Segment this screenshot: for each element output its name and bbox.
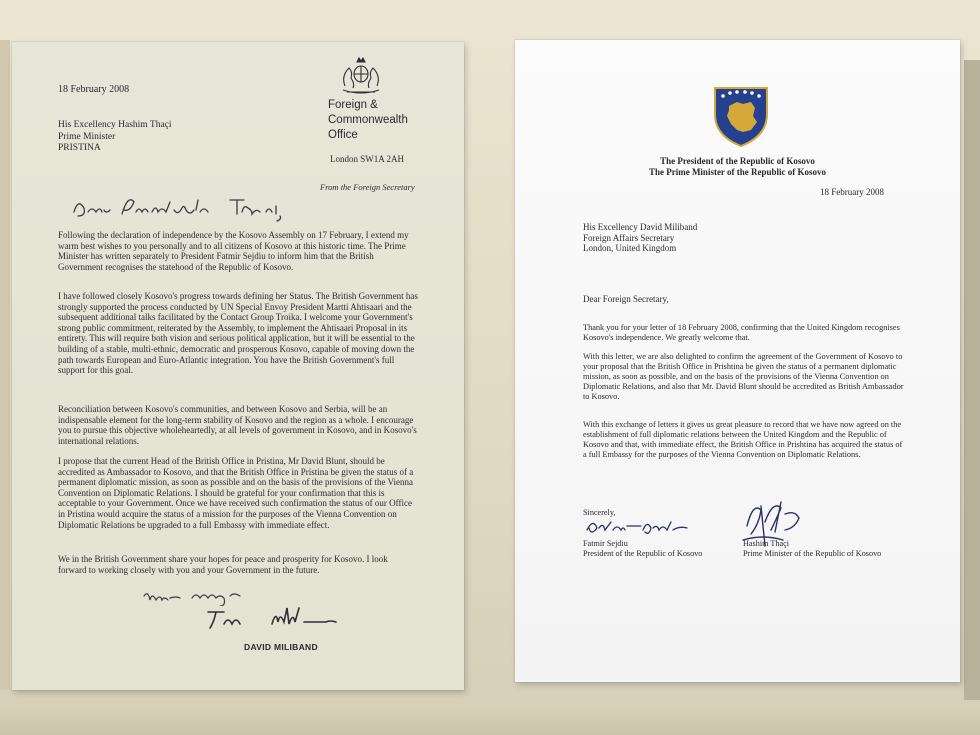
letter-paragraph: Thank you for your letter of 18 February 2008, confirming that the United Kingdom recognises Kosovo's independence. We greatly welcome that. (583, 323, 900, 342)
handwritten-salutation (70, 192, 290, 222)
uk-letter (12, 42, 464, 690)
kosovo-coat-of-arms-icon (713, 84, 769, 148)
signer-name: Fatmir Sejdiu (583, 539, 628, 548)
letter-paragraph: We in the British Government share your hopes for peace and prosperity for Kosovo. I look forward to working closely with you and your Government in the future. (58, 554, 388, 575)
office-name (328, 98, 408, 143)
signer-name: DAVID MILIBAND (244, 642, 318, 652)
letter-paragraph: With this letter, we are also delighted to confirm the agreement of the Government of Kosovo to your proposal that the British Office in Prishtina be given the status of a permanent diplomatic mission, as soon as possible, and on the basis of the provisions of the Vienna Convention on Diplomatic Relations, and also that Mr. David Blunt should be accredited as British Ambassador to Kosovo. (583, 352, 904, 401)
letter-paragraph: I have followed closely Kosovo's progress towards defining her Status. The British Government has strongly supported the process conducted by UN Special Envoy President Martti Ahtisaari and the subsequent additional talks facilitated by the Contact Group Troika. I welcome your Government's strong public commitment, reiterated by the Assembly, to implement the Ahtisaari Proposal in its entirety. This will require both vision and serious political application, but it will be essential to the building of a stable, multi-ethnic, democratic and prosperous Kosovo, capable of moving down the path towards European and Euro-Atlantic integration. You have the British Government's full support for this goal. (58, 291, 418, 376)
address-line: Prime Minister (58, 131, 116, 142)
signer-block (743, 539, 881, 559)
signer-title: President of the Republic of Kosovo (583, 549, 703, 558)
letter-paragraph: With this exchange of letters it gives us great pleasure to record that we have now agreed on the establishment of full diplomatic relations between the United Kingdom and the Republic of Kosovo and that, with immediate effect, the British Office in Prishtina has acquired the status of a full Embassy for the purposes of the Vienna Convention on Diplomatic Relations. (583, 420, 903, 459)
closing: Sincerely, (583, 508, 616, 517)
signer-title: Prime Minister of the Republic of Kosovo (743, 549, 882, 558)
frame-edge (0, 705, 980, 735)
frame-edge (964, 60, 980, 700)
from-line: From the Foreign Secretary (320, 182, 415, 192)
letterhead-line: The Prime Minister of the Republic of Kosovo (648, 167, 827, 177)
office-name-line: Commonwealth (328, 114, 408, 126)
kosovo-letter (515, 40, 960, 682)
signature (583, 516, 693, 538)
letter-date: 18 February 2008 (58, 84, 130, 95)
office-name-line: Foreign & (328, 99, 378, 111)
letter-paragraph: Reconciliation between Kosovo's communities, and between Kosovo and Serbia, will be an indispensable element for the long-term stability of Kosovo and the region as a whole. I encourage you to pursue this objective wholeheartedly, at all levels of government in Kosovo, and in Kosovo's international relations. (58, 404, 417, 446)
recipient-address (583, 222, 697, 254)
address-line: His Excellency David Miliband (583, 222, 698, 232)
frame-edge (0, 40, 10, 690)
royal-coat-of-arms-icon (335, 56, 387, 96)
letterhead-title (515, 156, 960, 178)
address-line: PRISTINA (58, 143, 101, 153)
letterhead-line: The President of the Republic of Kosovo (660, 156, 815, 166)
address-line: His Excellency Hashim Thaçi (58, 120, 172, 130)
letter-date: 18 February 2008 (820, 187, 884, 197)
address-line: Foreign Affairs Secretary (583, 232, 675, 243)
salutation: Dear Foreign Secretary, (583, 294, 669, 304)
recipient-address (58, 120, 172, 155)
letter-paragraph: I propose that the current Head of the British Office in Pristina, Mr David Blunt, should be accredited as Ambassador to Kosovo, and that the British Office in Pristina be given the status of a permanent diplomatic mission, as soon as possible and on the basis of the provisions of the Vienna Convention on Diplomatic Relations. I should be grateful for your confirmation that this is acceptable to your Government. Once we have received such confirmation the status of our Office in Pristina would acquire the status of a mission for the purposes of the Vienna Convention on Diplomatic Relations be upgraded to a full Embassy with immediate effect. (58, 456, 414, 530)
address-line: London, United Kingdom (583, 243, 677, 253)
signer-block (583, 539, 702, 559)
letter-paragraph: Following the declaration of independence by the Kosovo Assembly on 17 February, I extend my warm best wishes to you personally and to all citizens of Kosovo at this historic time. The Prime Minister has written separately to President Fatmir Sejdiu to inform him that the British Government recognises the statehood of the Republic of Kosovo. (58, 230, 409, 272)
handwritten-closing (140, 586, 250, 606)
signature (202, 604, 362, 630)
office-name-line: Office (328, 129, 358, 141)
signer-name: Hashim Thaçi (743, 539, 790, 548)
office-address: London SW1A 2AH (330, 154, 404, 164)
